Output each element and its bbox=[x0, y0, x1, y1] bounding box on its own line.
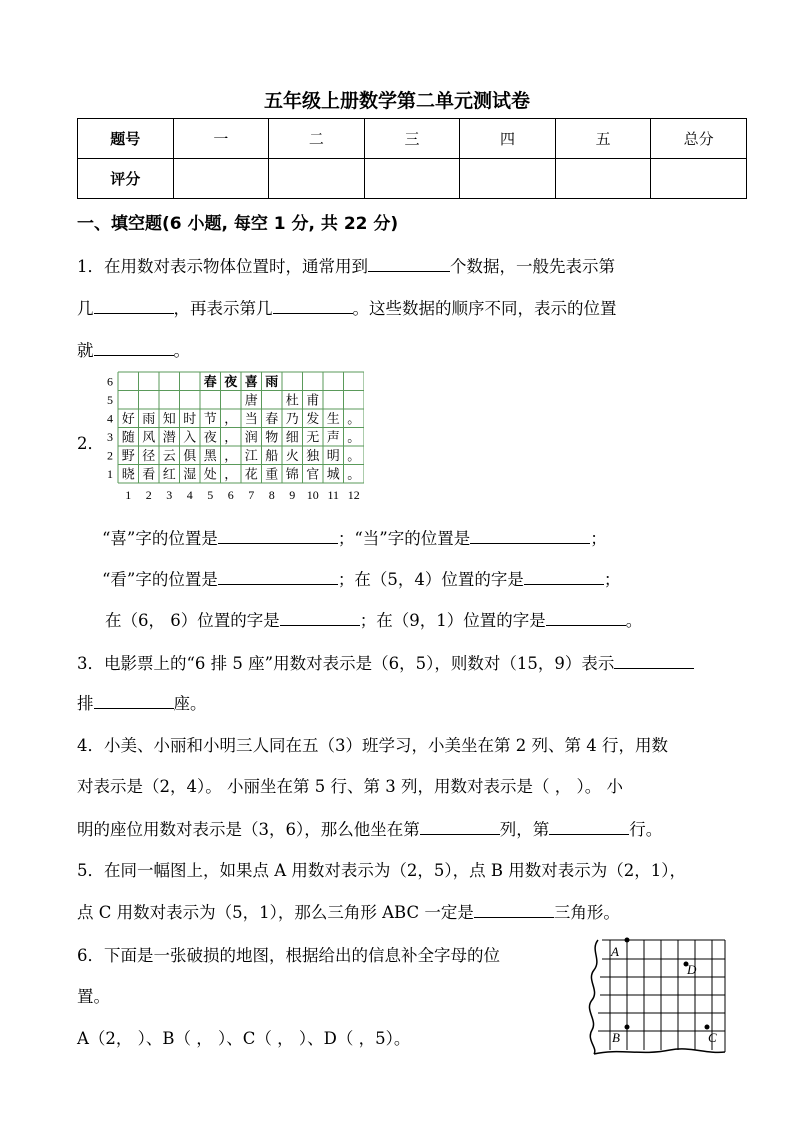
q1-text: 。 bbox=[173, 341, 190, 360]
poem-char: ， bbox=[224, 449, 238, 465]
poem-char: 看 bbox=[142, 467, 156, 483]
poem-char: 随 bbox=[121, 430, 135, 446]
x-tick-label: 7 bbox=[248, 488, 255, 502]
answer-blank[interactable] bbox=[614, 652, 694, 669]
poem-char: 红 bbox=[162, 467, 176, 483]
answer-blank[interactable] bbox=[94, 692, 174, 709]
poem-char: 。 bbox=[347, 412, 361, 428]
poem-char: 好 bbox=[121, 412, 135, 428]
x-tick-label: 12 bbox=[347, 488, 360, 502]
q1-text: ，再表示第几 bbox=[173, 299, 273, 318]
q4-line2: 对表示是（2，4）。 小丽坐在第 5 行、第 3 列，用数对表示是（ ， ）。 小 bbox=[77, 777, 623, 796]
q6-line2: 置。 bbox=[77, 987, 110, 1006]
q1-line2 bbox=[77, 295, 617, 319]
q2-line2 bbox=[102, 566, 620, 590]
poem-char: 雨 bbox=[142, 412, 156, 428]
q3-text: 3．电影票上的“6 排 5 座”用数对表示是（6，5），则数对（15，9）表示 bbox=[77, 654, 615, 673]
answer-blank[interactable] bbox=[546, 609, 626, 626]
header-cell: 五 bbox=[555, 119, 651, 159]
poem-grid bbox=[104, 370, 364, 510]
poem-char: 发 bbox=[306, 412, 320, 428]
poem-char: 无 bbox=[306, 430, 320, 446]
q3-text: 排 bbox=[77, 694, 94, 713]
q5-line1: 5．在同一幅图上，如果点 A 用数对表示为（2，5），点 B 用数对表示为（2，1）， bbox=[77, 861, 687, 880]
poem-char: 独 bbox=[306, 449, 320, 465]
score-cell[interactable] bbox=[460, 159, 556, 199]
broken-map bbox=[580, 936, 730, 1058]
q1-text: 。这些数据的顺序不同，表示的位置 bbox=[352, 299, 617, 318]
y-tick-label: 4 bbox=[107, 411, 113, 426]
score-table-score-row bbox=[78, 159, 747, 199]
x-tick-label: 2 bbox=[145, 488, 152, 502]
poem-char: 细 bbox=[285, 430, 299, 446]
poem-char: 夜 bbox=[203, 430, 217, 446]
header-cell: 四 bbox=[460, 119, 556, 159]
answer-blank[interactable] bbox=[549, 818, 629, 835]
row-label-cell: 评分 bbox=[78, 159, 174, 199]
q1-text: 个数据，一般先表示第 bbox=[450, 257, 615, 276]
poem-char: 官 bbox=[306, 467, 320, 483]
poem-char: 明 bbox=[326, 449, 340, 465]
poem-char: 火 bbox=[285, 449, 299, 465]
q3-line2 bbox=[77, 690, 207, 714]
poem-char: 。 bbox=[347, 449, 361, 465]
header-cell: 二 bbox=[269, 119, 365, 159]
poem-char: ， bbox=[224, 467, 238, 483]
q1-line3 bbox=[77, 337, 190, 361]
q2-text: 。 bbox=[625, 611, 643, 630]
answer-blank[interactable] bbox=[94, 339, 174, 356]
poem-char: 杜 bbox=[285, 393, 299, 409]
poem-char: 湿 bbox=[183, 467, 197, 483]
q1-text: 几 bbox=[77, 299, 94, 318]
q2-text: ；“当”字的位置是 bbox=[337, 529, 471, 548]
poem-char: 喜 bbox=[244, 375, 258, 391]
score-table bbox=[77, 118, 747, 199]
y-tick-label: 2 bbox=[107, 448, 113, 463]
page-title: 五年级上册数学第二单元测试卷 bbox=[263, 90, 530, 112]
q2-text: ； bbox=[590, 529, 607, 548]
poem-char: 唐 bbox=[244, 393, 258, 409]
x-tick-label: 5 bbox=[207, 488, 214, 502]
broken-map-svg bbox=[580, 936, 730, 1058]
poem-char: ， bbox=[224, 412, 238, 428]
x-tick-label: 11 bbox=[327, 488, 340, 502]
answer-blank[interactable] bbox=[470, 527, 590, 544]
map-torn-bottom-edge bbox=[594, 1049, 725, 1054]
poem-char: 云 bbox=[162, 449, 176, 465]
x-tick-label: 4 bbox=[186, 488, 193, 502]
x-tick-label: 6 bbox=[227, 488, 234, 502]
q2-text: ；在（5，4）位置的字是 bbox=[337, 570, 524, 589]
poem-char: 生 bbox=[326, 412, 340, 428]
poem-char: 径 bbox=[142, 449, 156, 465]
poem-char: 甫 bbox=[306, 393, 320, 409]
q2-text: “喜”字的位置是 bbox=[102, 529, 218, 548]
q3-line1 bbox=[77, 650, 694, 674]
x-tick-label: 3 bbox=[166, 488, 173, 502]
poem-char: 春 bbox=[203, 375, 217, 391]
x-tick-label: 10 bbox=[306, 488, 319, 502]
q2-text: “看”字的位置是 bbox=[102, 570, 218, 589]
poem-char: 春 bbox=[265, 412, 279, 428]
map-label-c: C bbox=[708, 1030, 717, 1045]
q1-line1 bbox=[77, 253, 615, 277]
q1-text: 1．在用数对表示物体位置时，通常用到 bbox=[77, 257, 368, 276]
poem-char: 锦 bbox=[285, 467, 299, 483]
map-label-d: D bbox=[687, 962, 697, 977]
y-tick-label: 3 bbox=[107, 429, 113, 444]
poem-char: 当 bbox=[244, 412, 258, 428]
poem-char: 乃 bbox=[285, 412, 299, 428]
map-point-a bbox=[625, 938, 630, 943]
answer-blank[interactable] bbox=[368, 255, 450, 272]
poem-char: 入 bbox=[183, 430, 197, 446]
answer-blank[interactable] bbox=[474, 901, 554, 918]
poem-grid-svg bbox=[104, 370, 364, 510]
poem-char: 黑 bbox=[203, 449, 217, 465]
answer-blank[interactable] bbox=[420, 818, 500, 835]
poem-char: 节 bbox=[203, 412, 217, 428]
map-point-b bbox=[625, 1025, 630, 1030]
q5-text: 三角形。 bbox=[553, 903, 620, 922]
q5-line2 bbox=[77, 899, 620, 923]
score-cell[interactable] bbox=[269, 159, 365, 199]
poem-char: 时 bbox=[183, 412, 197, 428]
y-tick-label: 6 bbox=[107, 374, 113, 389]
q2-number: 2． bbox=[77, 434, 104, 453]
header-cell: 三 bbox=[364, 119, 460, 159]
poem-char: ， bbox=[224, 430, 238, 446]
poem-char: 城 bbox=[326, 467, 340, 483]
q4-text: 列，第 bbox=[499, 820, 550, 839]
score-table-header-row bbox=[78, 119, 747, 159]
poem-char: 知 bbox=[162, 412, 176, 428]
poem-char: 重 bbox=[265, 467, 279, 483]
poem-char: 夜 bbox=[224, 375, 238, 391]
q1-text: 就 bbox=[77, 341, 94, 360]
q2-line3 bbox=[105, 607, 642, 631]
poem-char: 。 bbox=[347, 430, 361, 446]
q3-text: 座。 bbox=[173, 694, 207, 713]
section-heading: 一、填空题(6 小题, 每空 1 分, 共 22 分) bbox=[77, 214, 399, 234]
poem-char: 船 bbox=[265, 449, 279, 465]
poem-char: 野 bbox=[121, 449, 135, 465]
x-tick-label: 9 bbox=[289, 488, 296, 502]
answer-blank[interactable] bbox=[94, 297, 174, 314]
x-tick-label: 1 bbox=[125, 488, 132, 502]
answer-blank[interactable] bbox=[524, 568, 604, 585]
poem-char: 声 bbox=[326, 430, 340, 446]
poem-char: 晓 bbox=[121, 467, 135, 483]
poem-char: 俱 bbox=[183, 449, 197, 465]
poem-char: 风 bbox=[142, 430, 156, 446]
answer-blank[interactable] bbox=[218, 527, 338, 544]
header-cell: 一 bbox=[173, 119, 269, 159]
q4-line3 bbox=[77, 816, 662, 840]
poem-char: 。 bbox=[347, 467, 361, 483]
poem-char: 江 bbox=[244, 449, 258, 465]
map-torn-left-edge bbox=[589, 940, 598, 1054]
q2-text: 在（6， 6）位置的字是 bbox=[105, 611, 280, 630]
header-cell: 题号 bbox=[78, 119, 174, 159]
q2-line1 bbox=[102, 525, 607, 549]
score-cell[interactable] bbox=[364, 159, 460, 199]
map-point-c bbox=[705, 1025, 710, 1030]
poem-char: 潜 bbox=[162, 430, 176, 446]
q2-text: ； bbox=[603, 570, 621, 589]
score-cell[interactable] bbox=[173, 159, 269, 199]
poem-char: 雨 bbox=[265, 375, 279, 391]
answer-blank[interactable] bbox=[273, 297, 353, 314]
score-cell[interactable] bbox=[555, 159, 651, 199]
q5-text: 点 C 用数对表示为（5，1），那么三角形 ABC 一定是 bbox=[77, 903, 474, 922]
q4-line1: 4．小美、小丽和小明三人同在五（3）班学习，小美坐在第 2 列、第 4 行，用数 bbox=[77, 736, 668, 755]
poem-char: 处 bbox=[203, 467, 217, 483]
map-label-a: A bbox=[611, 944, 619, 959]
poem-char: 润 bbox=[244, 430, 258, 446]
q6-line1: 6．下面是一张破损的地图，根据给出的信息补全字母的位 bbox=[77, 946, 500, 965]
q4-text: 行。 bbox=[629, 820, 663, 839]
map-label-b: B bbox=[612, 1030, 620, 1045]
poem-char: 物 bbox=[265, 430, 279, 446]
y-tick-label: 5 bbox=[107, 392, 113, 407]
answer-blank[interactable] bbox=[280, 609, 360, 626]
score-cell[interactable] bbox=[651, 159, 747, 199]
header-cell: 总分 bbox=[651, 119, 747, 159]
q6-line3: A（2， ）、B（ ， ）、C（ ， ）、D（ ，5）。 bbox=[77, 1029, 411, 1048]
y-tick-label: 1 bbox=[107, 466, 113, 481]
answer-blank[interactable] bbox=[218, 568, 338, 585]
poem-char: 花 bbox=[244, 467, 258, 483]
q2-text: ；在（9，1）位置的字是 bbox=[359, 611, 546, 630]
x-tick-label: 8 bbox=[268, 488, 275, 502]
q4-text: 明的座位用数对表示是（3，6），那么他坐在第 bbox=[77, 820, 420, 839]
